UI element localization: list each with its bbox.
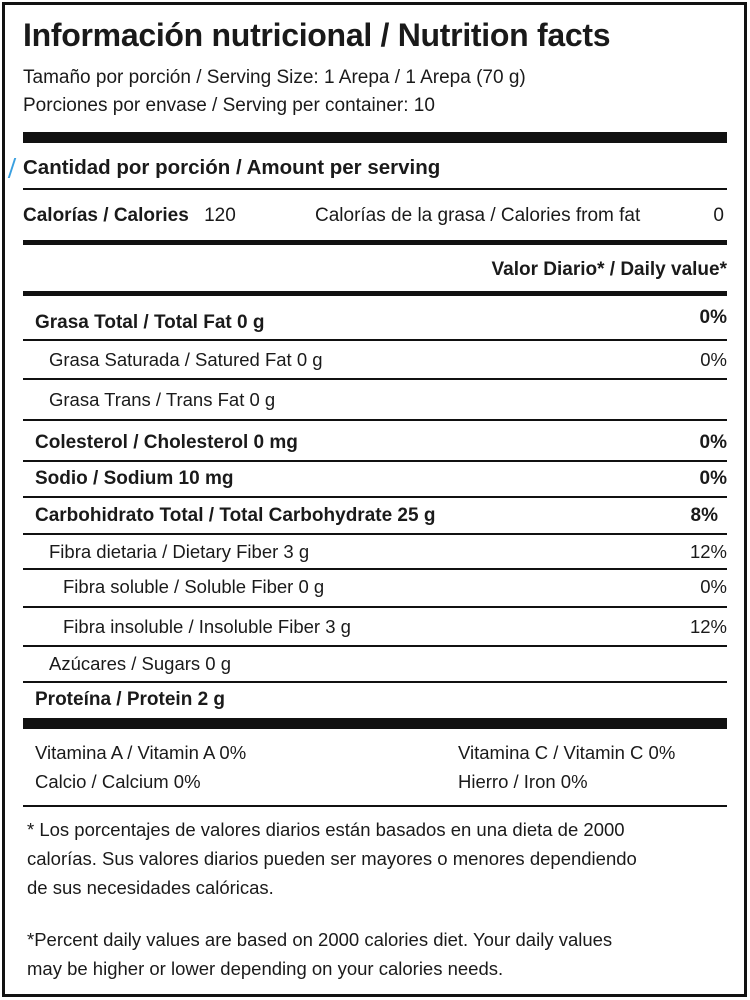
protein-label: Proteína / Protein 2 g [35, 689, 226, 710]
thick-divider [23, 718, 727, 729]
calories-group [23, 205, 236, 227]
saturated-fat-label: Grasa Saturada / Satured Fat 0 g [49, 349, 323, 370]
total-carbohydrate-dv: 8% [690, 505, 718, 526]
footnote-spanish [27, 815, 727, 902]
soluble-fiber-dv: 0% [700, 576, 727, 597]
dietary-fiber-dv: 12% [689, 541, 727, 562]
trans-fat-label: Grasa Trans / Trans Fat 0 g [49, 389, 276, 410]
calories-from-fat-value: 0 [713, 205, 724, 226]
total-fat-label: Grasa Total / Total Fat 0 g [35, 312, 265, 333]
footnote-es-line-3: de sus necesidades calóricas. [27, 877, 274, 898]
divider [23, 805, 727, 807]
calories-label: Calorías / Calories [23, 205, 189, 226]
nutrition-facts-label [2, 2, 747, 997]
calories-from-fat-label: Calorías de la grasa / Calories from fat [315, 205, 641, 226]
total-carbohydrate-label: Carbohidrato Total / Total Carbohydrate 25 g [35, 505, 436, 526]
cholesterol-label: Colesterol / Cholesterol 0 mg [35, 432, 298, 453]
divider [23, 339, 727, 341]
insoluble-fiber-label: Fibra insoluble / Insoluble Fiber 3 g [63, 616, 351, 637]
sodium-dv: 0% [699, 468, 727, 489]
cholesterol-dv: 0% [699, 432, 727, 453]
iron: Hierro / Iron 0% [458, 771, 588, 792]
daily-value-header: Valor Diario* / Daily value* [491, 259, 727, 280]
servings-per-container: Porciones por envase / Serving per container: 10 [23, 95, 435, 116]
divider [23, 533, 727, 535]
divider [23, 568, 727, 570]
stray-mark [8, 158, 16, 178]
footnote-es-line-1: * Los porcentajes de valores diarios están basados en una dieta de 2000 [27, 819, 625, 840]
total-fat-dv: 0% [699, 307, 727, 328]
dietary-fiber-label: Fibra dietaria / Dietary Fiber 3 g [49, 541, 310, 562]
calories-value: 120 [204, 205, 236, 226]
divider [23, 460, 727, 462]
divider [23, 188, 727, 190]
divider [23, 419, 727, 421]
vitamin-c: Vitamina C / Vitamin C 0% [458, 742, 676, 763]
divider [23, 681, 727, 683]
label-title: Información nutricional / Nutrition facts [23, 17, 611, 53]
divider [23, 606, 727, 608]
vitamin-a: Vitamina A / Vitamin A 0% [35, 742, 247, 763]
divider [23, 378, 727, 380]
divider [23, 496, 727, 498]
saturated-fat-dv: 0% [700, 349, 727, 370]
medium-divider [23, 291, 727, 296]
footnote-en-line-2: may be higher or lower depending on your calories needs. [27, 958, 504, 979]
thick-divider [23, 132, 727, 143]
soluble-fiber-label: Fibra soluble / Soluble Fiber 0 g [63, 576, 325, 597]
footnote-en-line-1: *Percent daily values are based on 2000 calories diet. Your daily values [27, 929, 613, 950]
divider [23, 645, 727, 647]
sugars-label: Azúcares / Sugars 0 g [49, 653, 232, 674]
medium-divider [23, 240, 727, 245]
calcium: Calcio / Calcium 0% [35, 771, 201, 792]
serving-size: Tamaño por porción / Serving Size: 1 Arepa / 1 Arepa (70 g) [23, 67, 526, 88]
footnote-es-line-2: calorías. Sus valores diarios pueden ser mayores o menores dependiendo [27, 848, 637, 869]
insoluble-fiber-dv: 12% [689, 616, 727, 637]
sodium-label: Sodio / Sodium 10 mg [35, 468, 234, 489]
footnote-english [27, 925, 727, 983]
amount-per-serving-label: Cantidad por porción / Amount per serving [23, 156, 441, 179]
